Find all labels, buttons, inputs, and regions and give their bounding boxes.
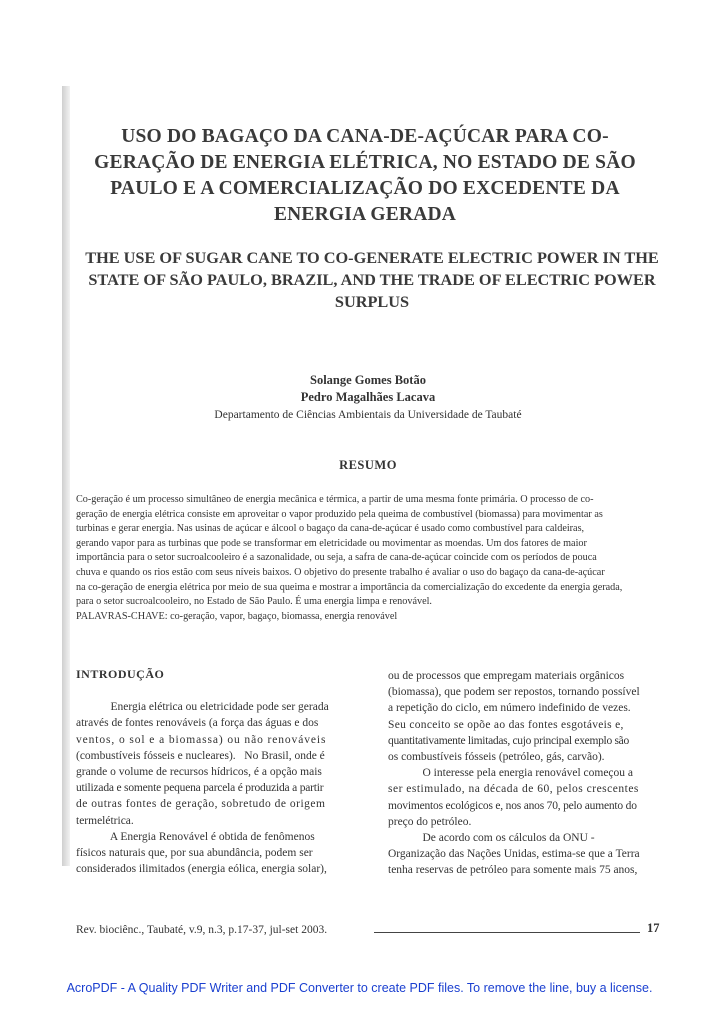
scan-page-edge	[62, 86, 70, 866]
body-line: quantitativamente limitadas, cujo principal exemplo são	[388, 734, 629, 747]
body-line: termelétrica.	[76, 814, 134, 827]
abstract-line: turbinas e gerar energia. Nas usinas de açúcar e álcool o bagaço da cana-de-açúcar é usado como combustível para caldeiras,	[76, 523, 585, 535]
keywords-line: PALAVRAS-CHAVE: co-geração, vapor, bagaço, biomassa, energia renovável	[76, 610, 398, 622]
body-line: os combustíveis fósseis (petróleo, gás, carvão).	[388, 751, 605, 764]
body-line: De acordo com os cálculos da ONU -	[388, 832, 595, 845]
title-pt-line: PAULO E A COMERCIALIZAÇÃO DO EXCEDENTE DA	[110, 178, 620, 199]
title-en-line: THE USE OF SUGAR CANE TO CO-GENERATE ELECTRIC POWER IN THE	[85, 248, 659, 267]
abstract-line: para o setor sucroalcooleiro, no Estado de São Paulo. É uma energia limpa e renovável.	[76, 596, 432, 608]
title-pt-line: USO DO BAGAÇO DA CANA-DE-AÇÚCAR PARA CO-	[121, 126, 609, 147]
author-block	[70, 372, 666, 424]
body-line: Organização das Nações Unidas, estima-se que a Terra	[388, 848, 640, 861]
page-number: 17	[647, 921, 660, 935]
body-line: O interesse pela energia renovável começou a	[388, 767, 634, 780]
abstract-line: gerando vapor para as turbinas que pode se transformar em eletricidade ou movimentar as moendas. Um dos fatores de maior	[76, 537, 587, 549]
title-en-line: STATE OF SÃO PAULO, BRAZIL, AND THE TRADE OF ELECTRIC POWER	[88, 270, 656, 289]
journal-citation: Rev. biociênc., Taubaté, v.9, n.3, p.17-37, jul-set 2003.	[76, 924, 328, 936]
body-line: considerados ilimitados (energia eólica, energia solar),	[76, 863, 327, 876]
footer-divider	[374, 932, 640, 933]
abstract-line: chuva e quando os rios estão com seus níveis baixos. O objetivo do presente trabalho é avaliar o uso do bagaço da cana-de-açúcar	[76, 566, 605, 578]
author-name: Solange Gomes Botão	[310, 373, 426, 387]
body-line: ser estimulado, na década de 60, pelos crescentes	[388, 783, 639, 796]
acropdf-watermark: AcroPDF - A Quality PDF Writer and PDF Converter to create PDF files. To remove the line, buy a license.	[66, 981, 653, 995]
body-line: (biomassa), que podem ser repostos, tornando possível	[388, 686, 640, 699]
abstract-line: na co-geração de energia elétrica por meio de sua queima e mostrar a importância da comercialização do excedente da energia gerada,	[76, 581, 623, 593]
body-line: utilizada e somente pequena parcela é produzida a partir	[76, 782, 324, 795]
introduction-heading: INTRODUÇÃO	[76, 667, 165, 681]
abstract-text	[76, 493, 666, 624]
body-line: preço do petróleo.	[388, 815, 472, 828]
title-pt-line: GERAÇÃO DE ENERGIA ELÉTRICA, NO ESTADO DE SÃO	[94, 152, 636, 173]
body-line: através de fontes renováveis (a força das águas e dos	[76, 717, 319, 730]
author-affiliation: Departamento de Ciências Ambientais da Universidade de Taubaté	[214, 409, 522, 421]
body-line: (combustíveis fósseis e nucleares). No Brasil, onde é	[76, 749, 325, 762]
right-column	[388, 668, 666, 879]
body-line: grande o volume de recursos hídricos, é a opção mais	[76, 766, 322, 779]
body-line: movimentos ecológicos e, nos anos 70, pelo aumento do	[388, 799, 637, 812]
title-english	[74, 247, 670, 313]
abstract-line: importância para o setor sucroalcooleiro é a sazonalidade, ou seja, a safra de cana-de-açúcar coincide com os períodos de pouca	[76, 552, 597, 564]
abstract-line: Co-geração é um processo simultâneo de energia mecânica e térmica, a partir de uma mesma fonte primária. O processo de co-	[76, 494, 594, 505]
body-line: Energia elétrica ou eletricidade pode ser gerada	[76, 701, 329, 714]
title-pt-line: ENERGIA GERADA	[273, 204, 457, 225]
body-line: tenha reservas de petróleo para somente mais 75 anos,	[388, 864, 638, 877]
body-line: físicos naturais que, por sua abundância, podem ser	[76, 847, 313, 860]
title-portuguese	[80, 124, 650, 228]
body-line: a repetição do ciclo, em número indefinido de vezes.	[388, 702, 631, 715]
body-line: Seu conceito se opõe ao das fontes esgotáveis e,	[388, 718, 624, 731]
left-column	[76, 666, 354, 877]
title-en-line: SURPLUS	[334, 292, 410, 311]
body-line: ventos, o sol e a biomassa) ou não renováveis	[76, 733, 327, 746]
body-line: A Energia Renovável é obtida de fenômenos	[76, 830, 315, 843]
author-name: Pedro Magalhães Lacava	[300, 390, 436, 404]
body-line: ou de processos que empregam materiais orgânicos	[388, 670, 625, 682]
abstract-heading: RESUMO	[339, 458, 397, 472]
abstract-line: geração de energia elétrica consiste em aproveitar o vapor produzido pela queima de combustível (biomassa) para movimentar as	[76, 508, 603, 520]
body-line: de outras fontes de geração, sobretudo de origem	[76, 798, 326, 811]
